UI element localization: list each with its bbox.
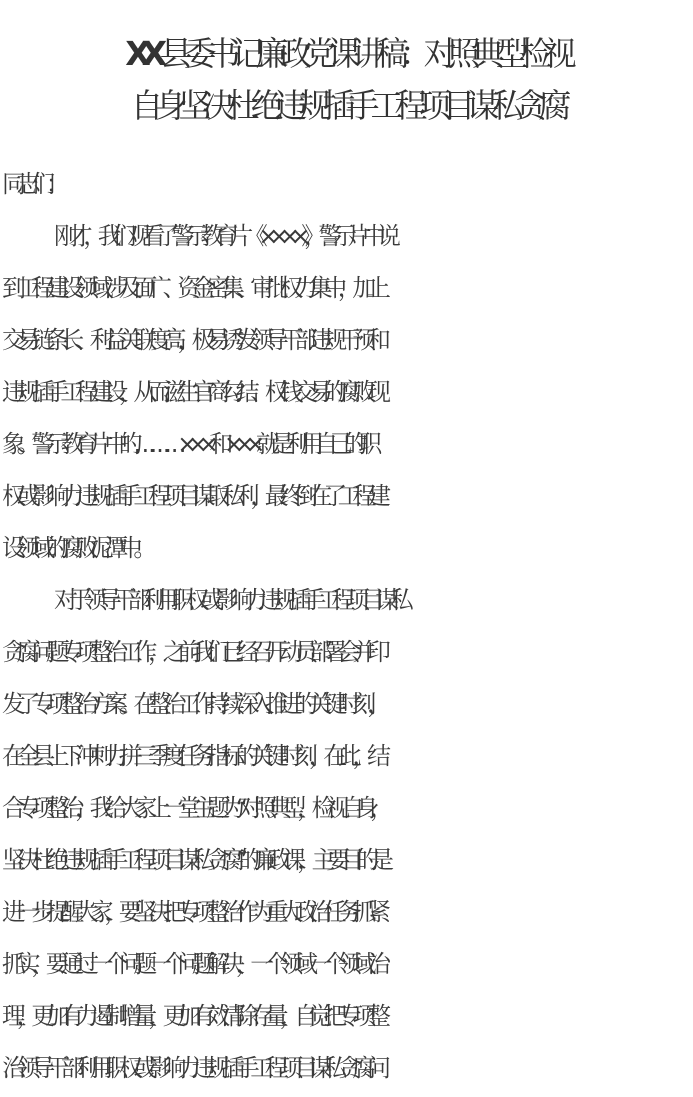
paragraph-line: 抓实，要通过一个问题一个问题解决，一个领域一个领域治 [2,950,382,978]
title-line-1-text: 县委书记廉政党课讲稿：对照典型检视 [158,34,568,73]
title-prefix: XX [125,34,159,73]
paragraph-line: 坚决杜绝违规插手工程项目谋私贪腐”的廉政课，主要目的是 [2,846,385,874]
paragraph-line: 刚才，我们观看了警示教育片《××××》，警示片中说 [54,222,392,250]
paragraph-line: 对于领导干部利用职权或影响力违规插手工程项目谋私 [54,586,405,614]
title-line-2: 自身坚决杜绝违规插手工程项目谋私贪腐 [130,86,563,125]
document-body [2,158,688,1094]
greeting: 同志们： [2,170,61,198]
paragraph-line: 合专项整治，我给大家上一堂主题为“对照典型，检视自身， [2,794,385,822]
paragraph-line: 治领导干部利用职权或影响力违规插手工程项目谋私贪腐问 [2,1054,382,1082]
paragraph-line: 进一步提醒大家，要坚决把专项整治作为重大政治任务抓紧 [2,898,382,926]
paragraph-line: 到工程建设领域涉及面广、资金密集、审批权力集中，加上 [2,274,382,302]
paragraph-line: 交易链条长、利益关联度高，极易诱发领导干部违规干预和 [2,326,382,354]
paragraph-line: 理，更加有力遏制增量，更加有效清除存量，自觉把专项整 [2,1002,382,1030]
paragraph-2 [2,574,688,1094]
paragraph-line: 贪腐问题专项整治工作，之前我们已经召开动员部署会并印 [2,638,382,666]
paragraph-line: 象。警示教育片中的………×××和×××就是利用自己的职 [2,430,373,458]
paragraph-1 [2,210,688,574]
paragraph-line: 在全县上下冲刺力拼三季度任务指标的关键时刻，在此，结 [2,742,382,770]
paragraph-line: 违规插手工程建设，从而滋生官商勾结、权钱交易的腐败现 [2,378,382,406]
paragraph-line: 设领域的腐败泥潭中。 [2,534,148,562]
paragraph-line: 发了专项整治方案。在整治工作持续深入推进的关键时刻， [2,690,382,718]
document-title [0,28,693,132]
paragraph-line: 权或影响力违规插手工程项目谋取私利，最终倒在了工程建 [2,482,382,510]
title-line-1 [0,28,693,80]
